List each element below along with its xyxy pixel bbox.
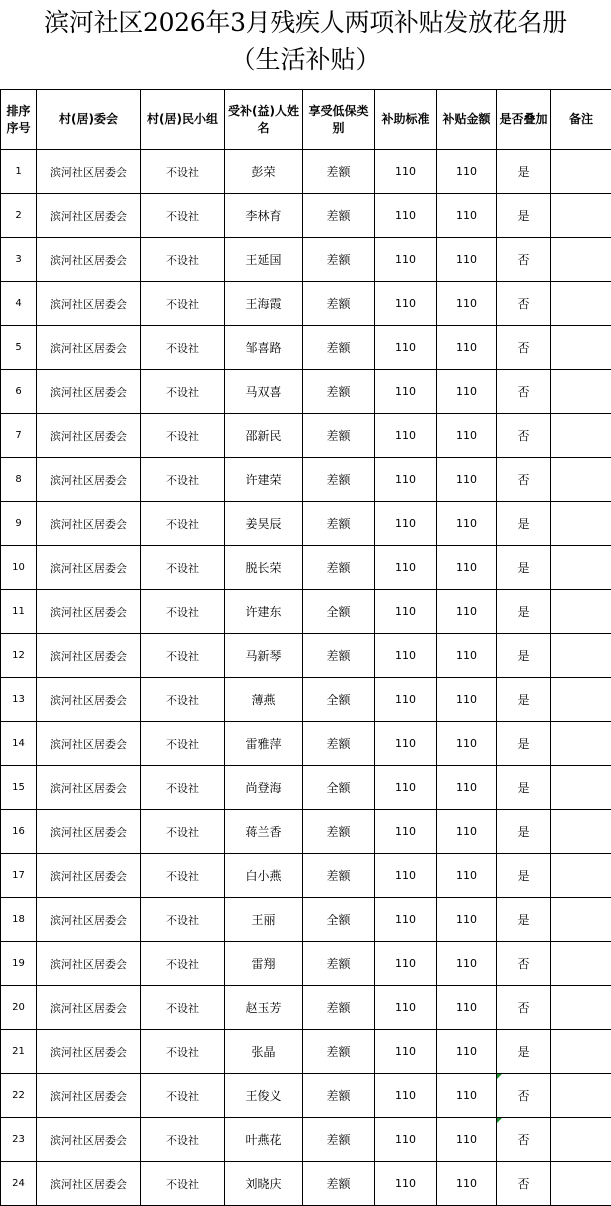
cell-seq: 20 — [1, 986, 37, 1030]
cell-dibao-type: 差额 — [303, 150, 375, 194]
cell-standard: 110 — [375, 942, 437, 986]
cell-amount: 110 — [437, 326, 497, 370]
cell-remark — [551, 546, 611, 590]
cell-standard: 110 — [375, 370, 437, 414]
cell-dibao-type: 差额 — [303, 414, 375, 458]
cell-standard: 110 — [375, 1162, 437, 1206]
cell-standard: 110 — [375, 766, 437, 810]
cell-seq: 10 — [1, 546, 37, 590]
cell-remark — [551, 150, 611, 194]
cell-standard: 110 — [375, 238, 437, 282]
cell-standard: 110 — [375, 634, 437, 678]
cell-group: 不设社 — [141, 370, 225, 414]
cell-group: 不设社 — [141, 1118, 225, 1162]
table-row — [1, 1030, 611, 1074]
cell-seq: 2 — [1, 194, 37, 238]
cell-dibao-type: 差额 — [303, 722, 375, 766]
cell-dibao-type: 差额 — [303, 502, 375, 546]
cell-group: 不设社 — [141, 898, 225, 942]
cell-committee: 滨河社区居委会 — [37, 502, 141, 546]
document-subtitle: （生活补贴） — [230, 45, 381, 74]
table-row — [1, 458, 611, 502]
cell-stacked: 否 — [497, 1162, 551, 1206]
cell-remark — [551, 1162, 611, 1206]
cell-standard: 110 — [375, 326, 437, 370]
cell-standard: 110 — [375, 194, 437, 238]
cell-recipient-name: 尚登海 — [225, 766, 303, 810]
cell-group: 不设社 — [141, 634, 225, 678]
cell-stacked: 否 — [497, 458, 551, 502]
table-row — [1, 766, 611, 810]
cell-amount: 110 — [437, 194, 497, 238]
table-row — [1, 502, 611, 546]
cell-remark — [551, 502, 611, 546]
cell-amount: 110 — [437, 634, 497, 678]
cell-seq: 5 — [1, 326, 37, 370]
cell-dibao-type: 全额 — [303, 590, 375, 634]
cell-recipient-name: 马双喜 — [225, 370, 303, 414]
cell-stacked — [497, 1118, 551, 1162]
cell-group: 不设社 — [141, 194, 225, 238]
cell-amount: 110 — [437, 854, 497, 898]
cell-stacked: 否 — [497, 238, 551, 282]
cell-recipient-name: 张晶 — [225, 1030, 303, 1074]
cell-seq: 7 — [1, 414, 37, 458]
header-stacked: 是否叠加 — [497, 90, 551, 150]
cell-amount: 110 — [437, 942, 497, 986]
cell-standard: 110 — [375, 282, 437, 326]
cell-stacked: 否 — [497, 414, 551, 458]
cell-dibao-type: 差额 — [303, 1074, 375, 1118]
cell-standard: 110 — [375, 986, 437, 1030]
cell-stacked: 是 — [497, 1030, 551, 1074]
cell-seq: 17 — [1, 854, 37, 898]
comment-marker-icon — [497, 1118, 502, 1123]
cell-recipient-name: 许建东 — [225, 590, 303, 634]
cell-seq: 23 — [1, 1118, 37, 1162]
header-seq: 排序序号 — [1, 90, 37, 150]
cell-stacked: 否 — [497, 282, 551, 326]
cell-dibao-type: 全额 — [303, 678, 375, 722]
table-row — [1, 810, 611, 854]
cell-group: 不设社 — [141, 458, 225, 502]
header-remark: 备注 — [551, 90, 611, 150]
table-row — [1, 150, 611, 194]
cell-recipient-name: 许建荣 — [225, 458, 303, 502]
cell-standard: 110 — [375, 854, 437, 898]
cell-committee: 滨河社区居委会 — [37, 282, 141, 326]
table-row — [1, 678, 611, 722]
cell-stacked: 是 — [497, 722, 551, 766]
cell-seq: 9 — [1, 502, 37, 546]
cell-dibao-type: 差额 — [303, 810, 375, 854]
cell-amount: 110 — [437, 766, 497, 810]
table-row — [1, 282, 611, 326]
cell-remark — [551, 722, 611, 766]
cell-amount: 110 — [437, 150, 497, 194]
cell-remark — [551, 238, 611, 282]
cell-committee: 滨河社区居委会 — [37, 194, 141, 238]
roster-body — [1, 150, 611, 1206]
cell-recipient-name: 脱长荣 — [225, 546, 303, 590]
cell-committee: 滨河社区居委会 — [37, 458, 141, 502]
cell-seq: 22 — [1, 1074, 37, 1118]
cell-recipient-name: 王延国 — [225, 238, 303, 282]
cell-group: 不设社 — [141, 502, 225, 546]
cell-seq: 8 — [1, 458, 37, 502]
cell-standard: 110 — [375, 1118, 437, 1162]
cell-amount: 110 — [437, 414, 497, 458]
cell-recipient-name: 刘晓庆 — [225, 1162, 303, 1206]
cell-seq: 18 — [1, 898, 37, 942]
cell-group: 不设社 — [141, 766, 225, 810]
cell-remark — [551, 414, 611, 458]
cell-recipient-name: 薄燕 — [225, 678, 303, 722]
cell-recipient-name: 雷雅萍 — [225, 722, 303, 766]
comment-marker-icon — [497, 1074, 502, 1079]
cell-committee: 滨河社区居委会 — [37, 942, 141, 986]
cell-recipient-name: 彭荣 — [225, 150, 303, 194]
cell-stacked: 是 — [497, 678, 551, 722]
cell-recipient-name: 王俊义 — [225, 1074, 303, 1118]
cell-stacked: 否 — [497, 326, 551, 370]
table-row — [1, 634, 611, 678]
cell-standard: 110 — [375, 1030, 437, 1074]
cell-dibao-type: 差额 — [303, 1162, 375, 1206]
table-row — [1, 370, 611, 414]
subsidy-roster-table — [0, 89, 611, 1206]
cell-stacked: 是 — [497, 634, 551, 678]
table-row — [1, 414, 611, 458]
table-row — [1, 546, 611, 590]
cell-remark — [551, 326, 611, 370]
cell-stacked: 否 — [497, 942, 551, 986]
cell-recipient-name: 赵玉芳 — [225, 986, 303, 1030]
header-amount: 补贴金额 — [437, 90, 497, 150]
cell-group: 不设社 — [141, 986, 225, 1030]
cell-stacked: 是 — [497, 150, 551, 194]
cell-amount: 110 — [437, 502, 497, 546]
cell-recipient-name: 马新琴 — [225, 634, 303, 678]
cell-remark — [551, 1030, 611, 1074]
cell-committee: 滨河社区居委会 — [37, 1118, 141, 1162]
cell-group: 不设社 — [141, 678, 225, 722]
cell-remark — [551, 986, 611, 1030]
table-row — [1, 590, 611, 634]
cell-remark — [551, 1074, 611, 1118]
cell-remark — [551, 854, 611, 898]
cell-seq: 3 — [1, 238, 37, 282]
cell-standard: 110 — [375, 678, 437, 722]
cell-amount: 110 — [437, 898, 497, 942]
cell-dibao-type: 全额 — [303, 766, 375, 810]
cell-stacked: 否 — [497, 986, 551, 1030]
cell-group: 不设社 — [141, 854, 225, 898]
cell-recipient-name: 白小燕 — [225, 854, 303, 898]
cell-committee: 滨河社区居委会 — [37, 414, 141, 458]
cell-committee: 滨河社区居委会 — [37, 1030, 141, 1074]
cell-amount: 110 — [437, 370, 497, 414]
cell-committee: 滨河社区居委会 — [37, 370, 141, 414]
cell-stacked: 是 — [497, 766, 551, 810]
cell-seq: 24 — [1, 1162, 37, 1206]
cell-dibao-type: 全额 — [303, 898, 375, 942]
cell-stacked: 是 — [497, 810, 551, 854]
cell-standard: 110 — [375, 810, 437, 854]
cell-standard: 110 — [375, 898, 437, 942]
cell-stacked — [497, 1074, 551, 1118]
cell-remark — [551, 678, 611, 722]
cell-committee: 滨河社区居委会 — [37, 634, 141, 678]
cell-amount: 110 — [437, 590, 497, 634]
cell-committee: 滨河社区居委会 — [37, 590, 141, 634]
cell-recipient-name: 王丽 — [225, 898, 303, 942]
cell-standard: 110 — [375, 590, 437, 634]
cell-stacked: 是 — [497, 854, 551, 898]
cell-committee: 滨河社区居委会 — [37, 722, 141, 766]
cell-remark — [551, 590, 611, 634]
cell-remark — [551, 766, 611, 810]
cell-standard: 110 — [375, 722, 437, 766]
cell-committee: 滨河社区居委会 — [37, 238, 141, 282]
cell-group: 不设社 — [141, 590, 225, 634]
cell-amount: 110 — [437, 1074, 497, 1118]
cell-amount: 110 — [437, 546, 497, 590]
cell-standard: 110 — [375, 1074, 437, 1118]
cell-seq: 4 — [1, 282, 37, 326]
table-row — [1, 942, 611, 986]
cell-seq: 11 — [1, 590, 37, 634]
cell-standard: 110 — [375, 458, 437, 502]
table-row — [1, 1162, 611, 1206]
cell-standard: 110 — [375, 546, 437, 590]
header-committee: 村(居)委会 — [37, 90, 141, 150]
cell-standard: 110 — [375, 150, 437, 194]
cell-remark — [551, 634, 611, 678]
cell-committee: 滨河社区居委会 — [37, 1162, 141, 1206]
cell-stacked-text: 否 — [517, 1089, 530, 1103]
cell-amount: 110 — [437, 458, 497, 502]
cell-group: 不设社 — [141, 326, 225, 370]
cell-stacked: 是 — [497, 502, 551, 546]
cell-stacked: 是 — [497, 898, 551, 942]
cell-group: 不设社 — [141, 1074, 225, 1118]
cell-recipient-name: 雷翔 — [225, 942, 303, 986]
cell-remark — [551, 1118, 611, 1162]
cell-recipient-name: 叶燕花 — [225, 1118, 303, 1162]
cell-amount: 110 — [437, 1030, 497, 1074]
table-row — [1, 194, 611, 238]
cell-amount: 110 — [437, 1162, 497, 1206]
cell-dibao-type: 差额 — [303, 546, 375, 590]
cell-group: 不设社 — [141, 722, 225, 766]
cell-stacked: 是 — [497, 194, 551, 238]
cell-group: 不设社 — [141, 1030, 225, 1074]
cell-amount: 110 — [437, 986, 497, 1030]
cell-dibao-type: 差额 — [303, 370, 375, 414]
cell-committee: 滨河社区居委会 — [37, 326, 141, 370]
cell-committee: 滨河社区居委会 — [37, 1074, 141, 1118]
cell-stacked: 是 — [497, 590, 551, 634]
cell-dibao-type: 差额 — [303, 194, 375, 238]
cell-remark — [551, 458, 611, 502]
header-group: 村(居)民小组 — [141, 90, 225, 150]
cell-recipient-name: 蒋兰香 — [225, 810, 303, 854]
cell-amount: 110 — [437, 1118, 497, 1162]
cell-dibao-type: 差额 — [303, 458, 375, 502]
cell-dibao-type: 差额 — [303, 282, 375, 326]
cell-dibao-type: 差额 — [303, 634, 375, 678]
table-row — [1, 898, 611, 942]
cell-group: 不设社 — [141, 810, 225, 854]
table-row — [1, 326, 611, 370]
cell-seq: 6 — [1, 370, 37, 414]
table-row — [1, 238, 611, 282]
cell-remark — [551, 370, 611, 414]
cell-amount: 110 — [437, 282, 497, 326]
table-row — [1, 1074, 611, 1118]
cell-stacked: 是 — [497, 546, 551, 590]
cell-committee: 滨河社区居委会 — [37, 150, 141, 194]
cell-recipient-name: 邹喜路 — [225, 326, 303, 370]
table-row — [1, 854, 611, 898]
cell-seq: 19 — [1, 942, 37, 986]
cell-committee: 滨河社区居委会 — [37, 810, 141, 854]
cell-group: 不设社 — [141, 546, 225, 590]
header-recipient: 受补(益)人姓名 — [225, 90, 303, 150]
cell-dibao-type: 差额 — [303, 854, 375, 898]
cell-committee: 滨河社区居委会 — [37, 766, 141, 810]
cell-dibao-type: 差额 — [303, 942, 375, 986]
cell-group: 不设社 — [141, 942, 225, 986]
header-dibao-type: 享受低保类别 — [303, 90, 375, 150]
title-block — [0, 0, 611, 89]
cell-dibao-type: 差额 — [303, 238, 375, 282]
cell-committee: 滨河社区居委会 — [37, 854, 141, 898]
header-standard: 补助标准 — [375, 90, 437, 150]
cell-recipient-name: 王海霞 — [225, 282, 303, 326]
cell-standard: 110 — [375, 502, 437, 546]
cell-seq: 21 — [1, 1030, 37, 1074]
cell-remark — [551, 194, 611, 238]
cell-seq: 14 — [1, 722, 37, 766]
cell-dibao-type: 差额 — [303, 1118, 375, 1162]
cell-remark — [551, 942, 611, 986]
cell-stacked: 否 — [497, 370, 551, 414]
cell-amount: 110 — [437, 722, 497, 766]
cell-remark — [551, 810, 611, 854]
cell-seq: 1 — [1, 150, 37, 194]
cell-group: 不设社 — [141, 414, 225, 458]
cell-standard: 110 — [375, 414, 437, 458]
cell-amount: 110 — [437, 810, 497, 854]
document-title: 滨河社区2026年3月残疾人两项补贴发放花名册 — [44, 8, 567, 37]
cell-seq: 16 — [1, 810, 37, 854]
cell-committee: 滨河社区居委会 — [37, 678, 141, 722]
cell-committee: 滨河社区居委会 — [37, 986, 141, 1030]
cell-seq: 12 — [1, 634, 37, 678]
cell-stacked-text: 否 — [517, 1133, 530, 1147]
cell-amount: 110 — [437, 238, 497, 282]
cell-group: 不设社 — [141, 282, 225, 326]
cell-dibao-type: 差额 — [303, 986, 375, 1030]
header-row — [1, 90, 611, 150]
cell-seq: 15 — [1, 766, 37, 810]
cell-dibao-type: 差额 — [303, 1030, 375, 1074]
cell-recipient-name: 李林育 — [225, 194, 303, 238]
table-row — [1, 1118, 611, 1162]
cell-group: 不设社 — [141, 150, 225, 194]
cell-amount: 110 — [437, 678, 497, 722]
table-row — [1, 986, 611, 1030]
cell-committee: 滨河社区居委会 — [37, 546, 141, 590]
cell-recipient-name: 姜昊辰 — [225, 502, 303, 546]
cell-group: 不设社 — [141, 1162, 225, 1206]
cell-seq: 13 — [1, 678, 37, 722]
cell-remark — [551, 282, 611, 326]
table-row — [1, 722, 611, 766]
cell-committee: 滨河社区居委会 — [37, 898, 141, 942]
cell-dibao-type: 差额 — [303, 326, 375, 370]
cell-remark — [551, 898, 611, 942]
cell-group: 不设社 — [141, 238, 225, 282]
cell-recipient-name: 邵新民 — [225, 414, 303, 458]
